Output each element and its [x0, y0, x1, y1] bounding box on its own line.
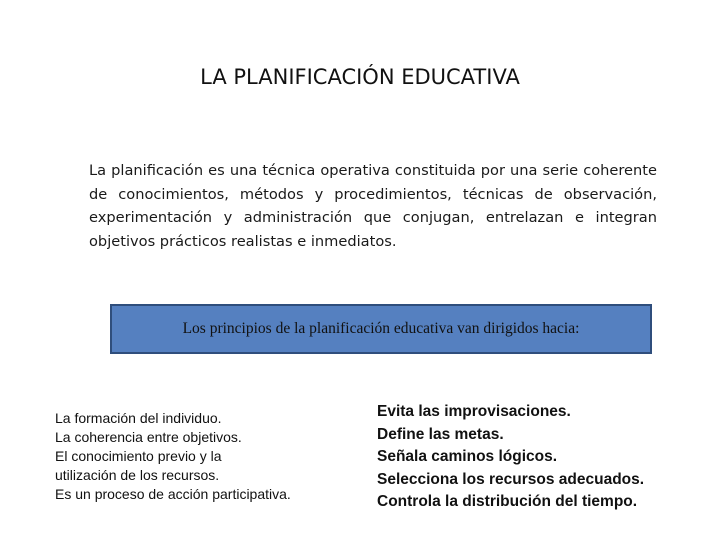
left-list-item: utilización de los recursos. — [55, 467, 220, 483]
right-list-item: Señala caminos lógicos. — [377, 448, 558, 466]
left-list-item: El conocimiento previo y la — [55, 448, 222, 464]
left-list-item: La coherencia entre objetivos. — [55, 429, 242, 445]
left-list-item: La formación del individuo. — [55, 410, 222, 426]
intro-paragraph: La planificación es una técnica operativa constituida por una serie coherente de conocimientos, métodos y procedimientos, técnicas de observación, experimentación y administración que conjugan, entrelazan e integran objetivos prácticos realistas e inmediatos. — [89, 162, 657, 250]
right-list-item: Selecciona los recursos adecuados. — [377, 470, 645, 488]
slide-title: LA PLANIFICACIÓN EDUCATIVA — [200, 65, 520, 89]
principles-box — [110, 304, 652, 354]
left-list — [55, 409, 355, 504]
right-list — [377, 401, 707, 514]
right-list-item: Define las metas. — [377, 425, 504, 443]
right-list-item: Evita las improvisaciones. — [377, 403, 571, 420]
right-list-item: Controla la distribución del tiempo. — [377, 493, 638, 511]
principles-box-text: Los principios de la planificación educativa van dirigidos hacia: — [182, 320, 580, 337]
left-list-item: Es un proceso de acción participativa. — [55, 486, 291, 502]
